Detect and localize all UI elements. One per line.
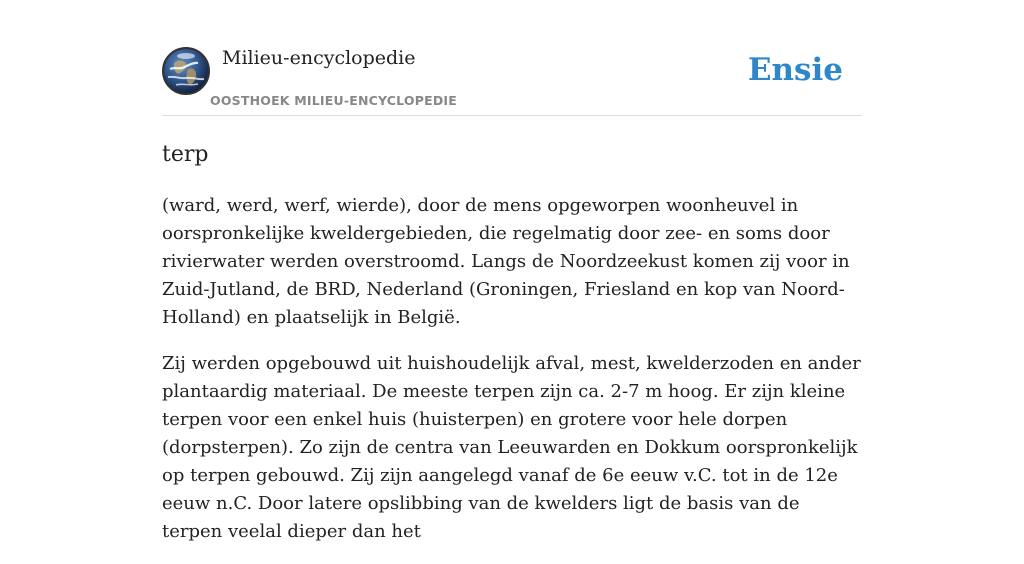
site-title[interactable]: Milieu-encyclopedie	[222, 47, 416, 69]
article-paragraph: (ward, werd, werf, wierde), door de mens opgeworpen woonheuvel in oorspronkelijke kweldergebieden, die regelmatig door zee- en soms door rivierwater werden overstroomd. Langs de Noordzeekust komen zij voor in Zuid-Jutland, de BRD, Nederland (Groningen, Friesland en kop van Noord-Holland) en plaatselijk in België.	[162, 195, 850, 328]
article-paragraph: Zij werden opgebouwd uit huishoudelijk afval, mest, kwelderzoden en ander plantaardig materiaal. De meeste terpen zijn ca. 2-7 m hoog. Er zijn kleine terpen voor een enkel huis (huisterpen) en grotere voor hele dorpen (dorpsterpen). Zo zijn de centra van Leeuwarden en Dokkum oorspronkelijk op terpen gebouwd. Zij zijn aangelegd vanaf de 6e eeuw v.C. tot in de 12e eeuw n.C. Door latere opslibbing van de kwelders ligt de basis van de terpen veelal dieper dan het	[162, 353, 861, 542]
earth-globe-icon[interactable]	[162, 47, 210, 95]
header-divider	[162, 115, 862, 116]
article-body	[162, 192, 862, 564]
earth-globe-graphic	[164, 49, 208, 93]
brand-logo-link[interactable]: Ensie	[747, 52, 843, 88]
site-subtitle[interactable]: OOSTHOEK MILIEU-ENCYCLOPEDIE	[210, 93, 457, 108]
page-title: terp	[162, 142, 209, 167]
